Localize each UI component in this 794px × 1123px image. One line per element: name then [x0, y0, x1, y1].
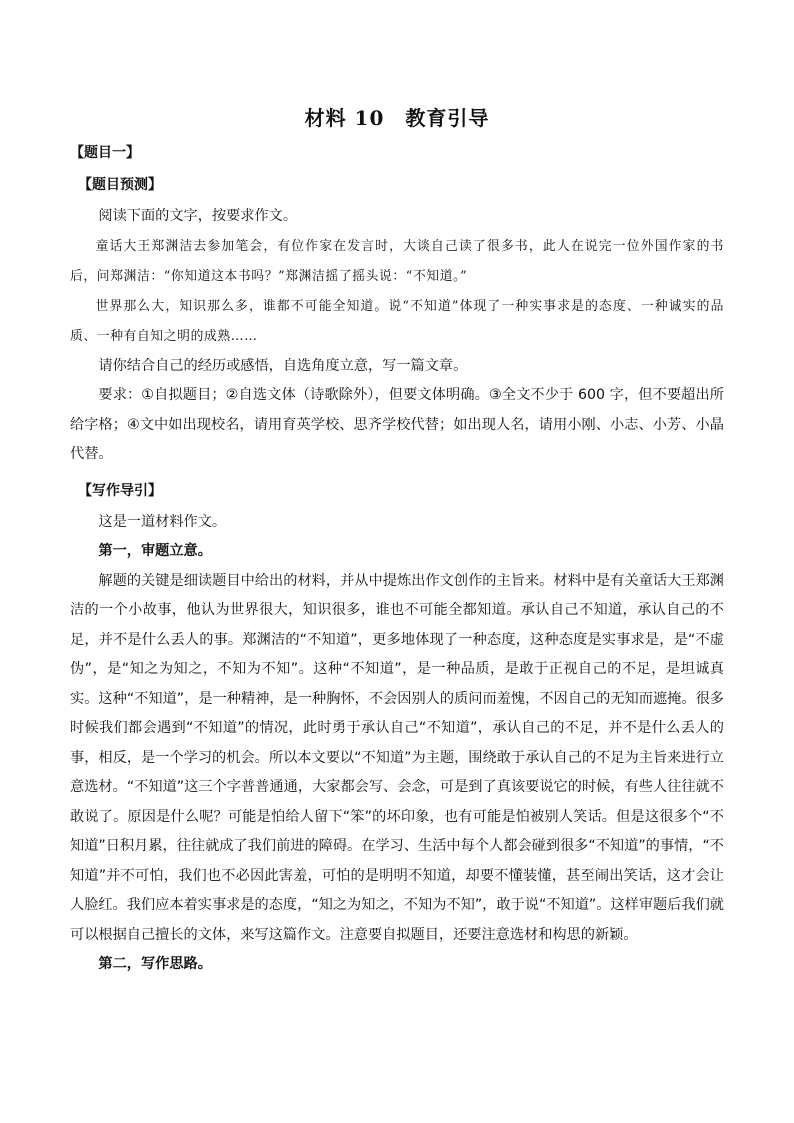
prompt-text: 请你结合自己的经历或感悟，自选角度立意，写一篇文章。: [98, 357, 468, 374]
requirements-text: 要求：①自拟题目；②自选文体（诗歌除外），但要文体明确。③全文不少于 600 字，但不要超出所给字格；④文中如出现校名，请用育英学校、思齐学校代替；如出现人名，请用小刚、小志、小芳、小晶代替。: [70, 387, 724, 462]
instruction-text: 阅读下面的文字，按要求作文。: [98, 208, 298, 224]
step1-body: 解题的关键是细读题目中给出的材料，并从中提炼出作文创作的主旨来。材料中是有关童话大王郑渊洁的一个小故事，他认为世界很大，知识很多，谁也不可能全都知道。承认自己不知道，承认自己的不足，并不是什么丢人的事。郑渊洁的“不知道”，更多地体现了一种态度，这种态度是实事求是，是“不虚伪”，是“知之为知之，不知为不知”。这种“不知道”，是一种品质，是敢于正视自己的不足，是坦诚真实。这种“不知道”，是一种精神，是一种胸怀，不会因别人的质问而羞愧，不因自己的无知而遮掩。很多时候我们都会遇到“不知道”的情况，此时勇于承认自己“不知道”，承认自己的不足，并不是什么丢人的事，相反，是一个学习的机会。所以本文要以“不知道”为主题，围绕敢于承认自己的不足为主旨来进行立意选材。“不知道”这三个字普普通通，大家都会写、会念，可是到了真该要说它的时候，有些人往往就不敢说了。原因是什么呢？可能是怕给人留下“笨”的坏印象，也有可能是怕被别人笑话。但是这很多个“不知道”日积月累，往往就成了我们前进的障碍。在学习、生活中每个人都会碰到很多“不知道”的事情，“不知道”并不可怕，我们也不必因此害羞，可怕的是明明不知道，却要不懂装懂，甚至闹出笑话，这才会让人脸红。我们应本着实事求是的态度，“知之为知之，不知为不知”，敢于说“不知道”。这样审题后我们就可以根据自己擅长的文体，来写这篇作文。注意要自拟题目，还要注意选材和构思的新颖。: [70, 572, 724, 943]
guide-label: 【写作导引】: [78, 482, 162, 499]
guide-intro: 这是一道材料作文。: [98, 513, 227, 530]
step1-heading: 第一，审题立意。: [98, 543, 212, 559]
page-title: 材料 10 教育引导: [304, 106, 490, 130]
document-body: [70, 142, 724, 980]
prediction-label: 【题目预测】: [78, 177, 162, 193]
step2-heading: 第二，写作思路。: [98, 956, 212, 972]
material-paragraph-1: 童话大王郑渊洁去参加笔会，有位作家在发言时，大谈自己读了很多书，此人在说完一位外国作家的书后，问郑渊洁：“你知道这本书吗？”郑渊洁摇了摇头说：“不知道。”: [70, 238, 724, 284]
topic-label: 【题目一】: [70, 145, 140, 161]
material-paragraph-2: 世界那么大，知识那么多，谁都不可能全知道。说“不知道”体现了一种实事求是的态度、一种诚实的品质、一种有自知之明的成熟……: [70, 298, 724, 344]
